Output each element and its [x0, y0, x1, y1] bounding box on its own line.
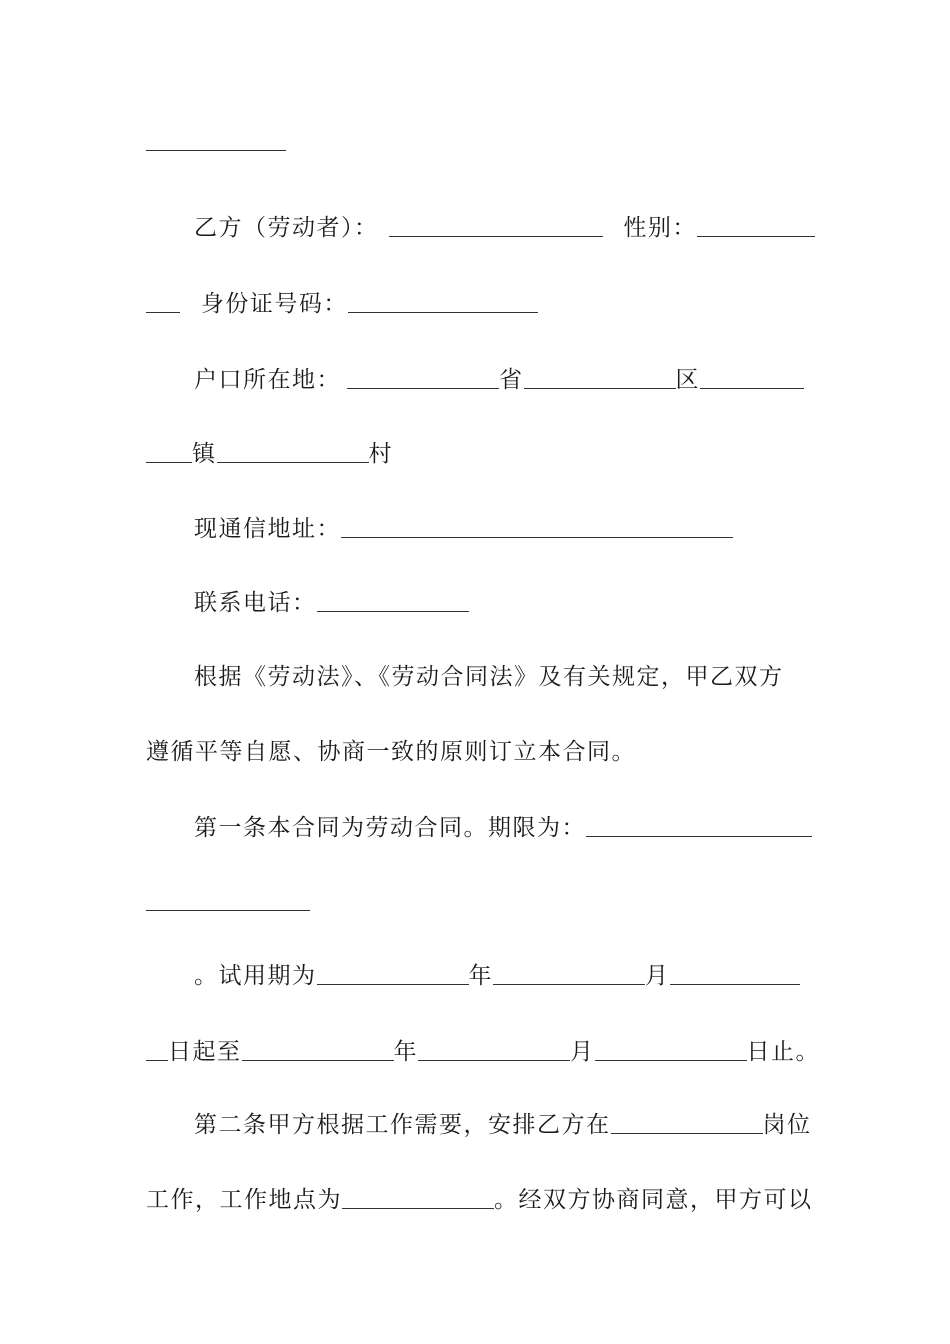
blank-field[interactable]: [146, 128, 286, 151]
gender-field[interactable]: [697, 214, 815, 237]
gender-field-cont[interactable]: [146, 290, 180, 313]
party-b-label: 乙方（劳动者）：: [194, 215, 379, 241]
article2-line-2: [146, 1186, 813, 1214]
preamble-line-2: 遵循平等自愿、协商一致的原则订立本合同。: [146, 739, 636, 765]
trial-end-year-field[interactable]: [242, 1038, 394, 1061]
article1-line-2: [146, 888, 310, 916]
blank-line-top: [146, 128, 286, 156]
work-location-field[interactable]: [342, 1186, 494, 1209]
hukou-town-field-cont[interactable]: [146, 440, 192, 463]
hukou-town-field[interactable]: [700, 366, 804, 389]
party-b-name-field[interactable]: [389, 214, 603, 237]
trial-start-month-label: 月: [645, 963, 670, 989]
contract-term-field[interactable]: [586, 814, 812, 837]
trial-label: 。试用期为: [194, 963, 317, 989]
trial-end-day-field[interactable]: [595, 1038, 747, 1061]
trial-start-month-field[interactable]: [493, 962, 645, 985]
trial-start-day-field[interactable]: [670, 962, 800, 985]
party-b-line: [194, 214, 815, 242]
id-line: [146, 290, 538, 318]
hukou-district-field[interactable]: [524, 366, 676, 389]
trial-start-day-field-cont[interactable]: [146, 1038, 168, 1061]
address-line: [194, 515, 733, 543]
hukou-town-label: 镇: [192, 441, 217, 467]
article2-text-2: 工作，工作地点为: [146, 1187, 342, 1213]
id-field[interactable]: [348, 290, 538, 313]
hukou-district-label: 区: [675, 367, 700, 393]
hukou-province-field[interactable]: [347, 366, 499, 389]
trial-end-year-label: 年: [393, 1039, 418, 1065]
trial-from-label: 日起至: [168, 1039, 242, 1065]
hukou-province-label: 省: [499, 367, 524, 393]
trial-end-month-field[interactable]: [418, 1038, 570, 1061]
hukou-label: 户口所在地：: [194, 367, 341, 393]
hukou-village-label: 村: [368, 441, 393, 467]
hukou-line-2: [146, 440, 393, 468]
article2-text-3: 。经双方协商同意，甲方可以: [494, 1187, 813, 1213]
trial-end-month-label: 月: [570, 1039, 595, 1065]
id-label: 身份证号码：: [200, 291, 348, 317]
post-field[interactable]: [611, 1111, 763, 1134]
phone-line: [194, 589, 469, 617]
article1-text: 第一条本合同为劳动合同。期限为：: [194, 815, 586, 841]
phone-label: 联系电话：: [194, 590, 317, 616]
article1-line-1: [194, 814, 812, 842]
hukou-village-field[interactable]: [217, 440, 369, 463]
article1-line-3: [194, 962, 800, 990]
trial-start-year-field[interactable]: [317, 962, 469, 985]
article2-line-1: [194, 1111, 812, 1139]
trial-until-label: 日止。: [746, 1039, 820, 1065]
address-field[interactable]: [341, 515, 733, 538]
address-label: 现通信地址：: [194, 516, 341, 542]
preamble-line-1: 根据《劳动法》、《劳动合同法》及有关规定，甲乙双方: [194, 664, 784, 690]
article2-text-1: 第二条甲方根据工作需要，安排乙方在: [194, 1112, 611, 1138]
phone-field[interactable]: [317, 589, 469, 612]
hukou-line: [194, 366, 804, 394]
article1-line-4: [146, 1038, 820, 1066]
gender-label: 性别：: [623, 215, 697, 241]
contract-term-field-cont[interactable]: [146, 888, 310, 911]
post-label: 岗位: [762, 1112, 812, 1138]
trial-start-year-label: 年: [468, 963, 493, 989]
